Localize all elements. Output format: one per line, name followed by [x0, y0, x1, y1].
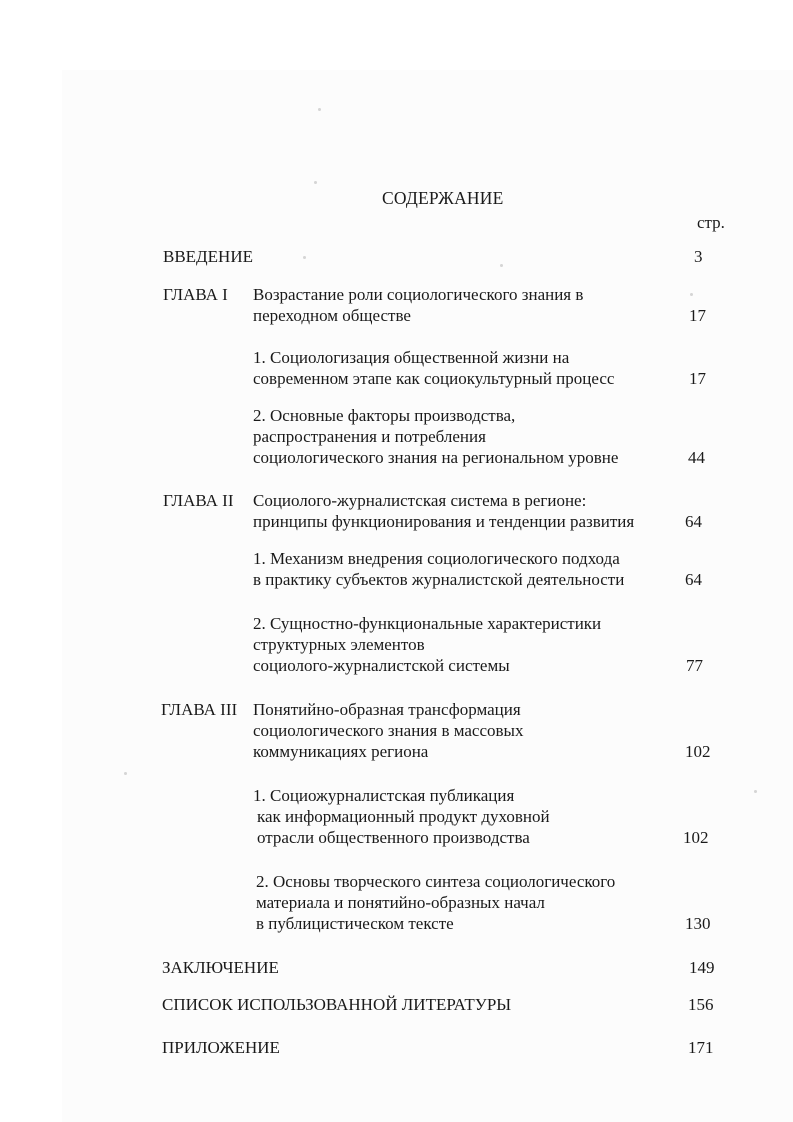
chapter-title-line: Понятийно-образная трансформация — [253, 700, 521, 719]
toc-page-number: 102 — [683, 828, 709, 847]
page-column-label: стр. — [697, 213, 725, 232]
chapter-title-line: Возрастание роли социологического знания в — [253, 285, 584, 304]
section-line: 1. Социожурналистская публикация — [253, 786, 515, 805]
section-line: современном этапе как социокультурный процесс — [253, 369, 615, 388]
section-line: социолого-журналистской системы — [253, 656, 510, 675]
toc-page-number: 64 — [685, 512, 702, 531]
chapter-title-line: социологического знания в массовых — [253, 721, 524, 740]
section-line: как информационный продукт духовной — [257, 807, 550, 826]
toc-entry-label: ЗАКЛЮЧЕНИЕ — [162, 958, 279, 977]
toc-page-number: 149 — [689, 958, 715, 977]
scan-speck — [500, 264, 503, 267]
scan-speck — [754, 790, 757, 793]
chapter-title-line: коммуникациях региона — [253, 742, 429, 761]
toc-page-number: 102 — [685, 742, 711, 761]
scan-speck — [303, 256, 306, 259]
toc-page-number: 44 — [688, 448, 705, 467]
toc-page-number: 17 — [689, 369, 706, 388]
toc-entry-label: ПРИЛОЖЕНИЕ — [162, 1038, 280, 1057]
toc-page-number: 64 — [685, 570, 702, 589]
chapter-title-line: переходном обществе — [253, 306, 411, 325]
toc-page-number: 3 — [694, 247, 703, 266]
section-line: в публицистическом тексте — [256, 914, 454, 933]
section-line: 2. Основные факторы производства, — [253, 406, 516, 425]
scan-speck — [314, 181, 317, 184]
section-line: 2. Основы творческого синтеза социологического — [256, 872, 616, 891]
section-line: структурных элементов — [253, 635, 425, 654]
scan-speck — [318, 108, 321, 111]
chapter-title-line: Социолого-журналистская система в регионе: — [253, 491, 587, 510]
chapter-label: ГЛАВА I — [163, 285, 228, 304]
scan-speck — [690, 293, 693, 296]
toc-page-number: 156 — [688, 995, 714, 1014]
section-line: 1. Механизм внедрения социологического подхода — [253, 549, 620, 568]
section-line: распространения и потребления — [253, 427, 486, 446]
toc-page-number: 77 — [686, 656, 703, 675]
scan-speck — [124, 772, 127, 775]
toc-entry-label: ВВЕДЕНИЕ — [163, 247, 253, 266]
section-line: в практику субъектов журналистской деятельности — [253, 570, 625, 589]
toc-page-number: 130 — [685, 914, 711, 933]
toc-entry-label: СПИСОК ИСПОЛЬЗОВАННОЙ ЛИТЕРАТУРЫ — [162, 995, 512, 1014]
chapter-label: ГЛАВА III — [161, 700, 238, 719]
section-line: отрасли общественного производства — [257, 828, 530, 847]
chapter-title-line: принципы функционирования и тенденции развития — [253, 512, 635, 531]
toc-page-number: 17 — [689, 306, 706, 325]
page-title: СОДЕРЖАНИЕ — [382, 188, 504, 208]
section-line: материала и понятийно-образных начал — [256, 893, 545, 912]
toc-page-number: 171 — [688, 1038, 714, 1057]
section-line: 1. Социологизация общественной жизни на — [253, 348, 570, 367]
section-line: социологического знания на региональном уровне — [253, 448, 619, 467]
section-line: 2. Сущностно-функциональные характеристики — [253, 614, 602, 633]
chapter-label: ГЛАВА II — [163, 491, 234, 510]
